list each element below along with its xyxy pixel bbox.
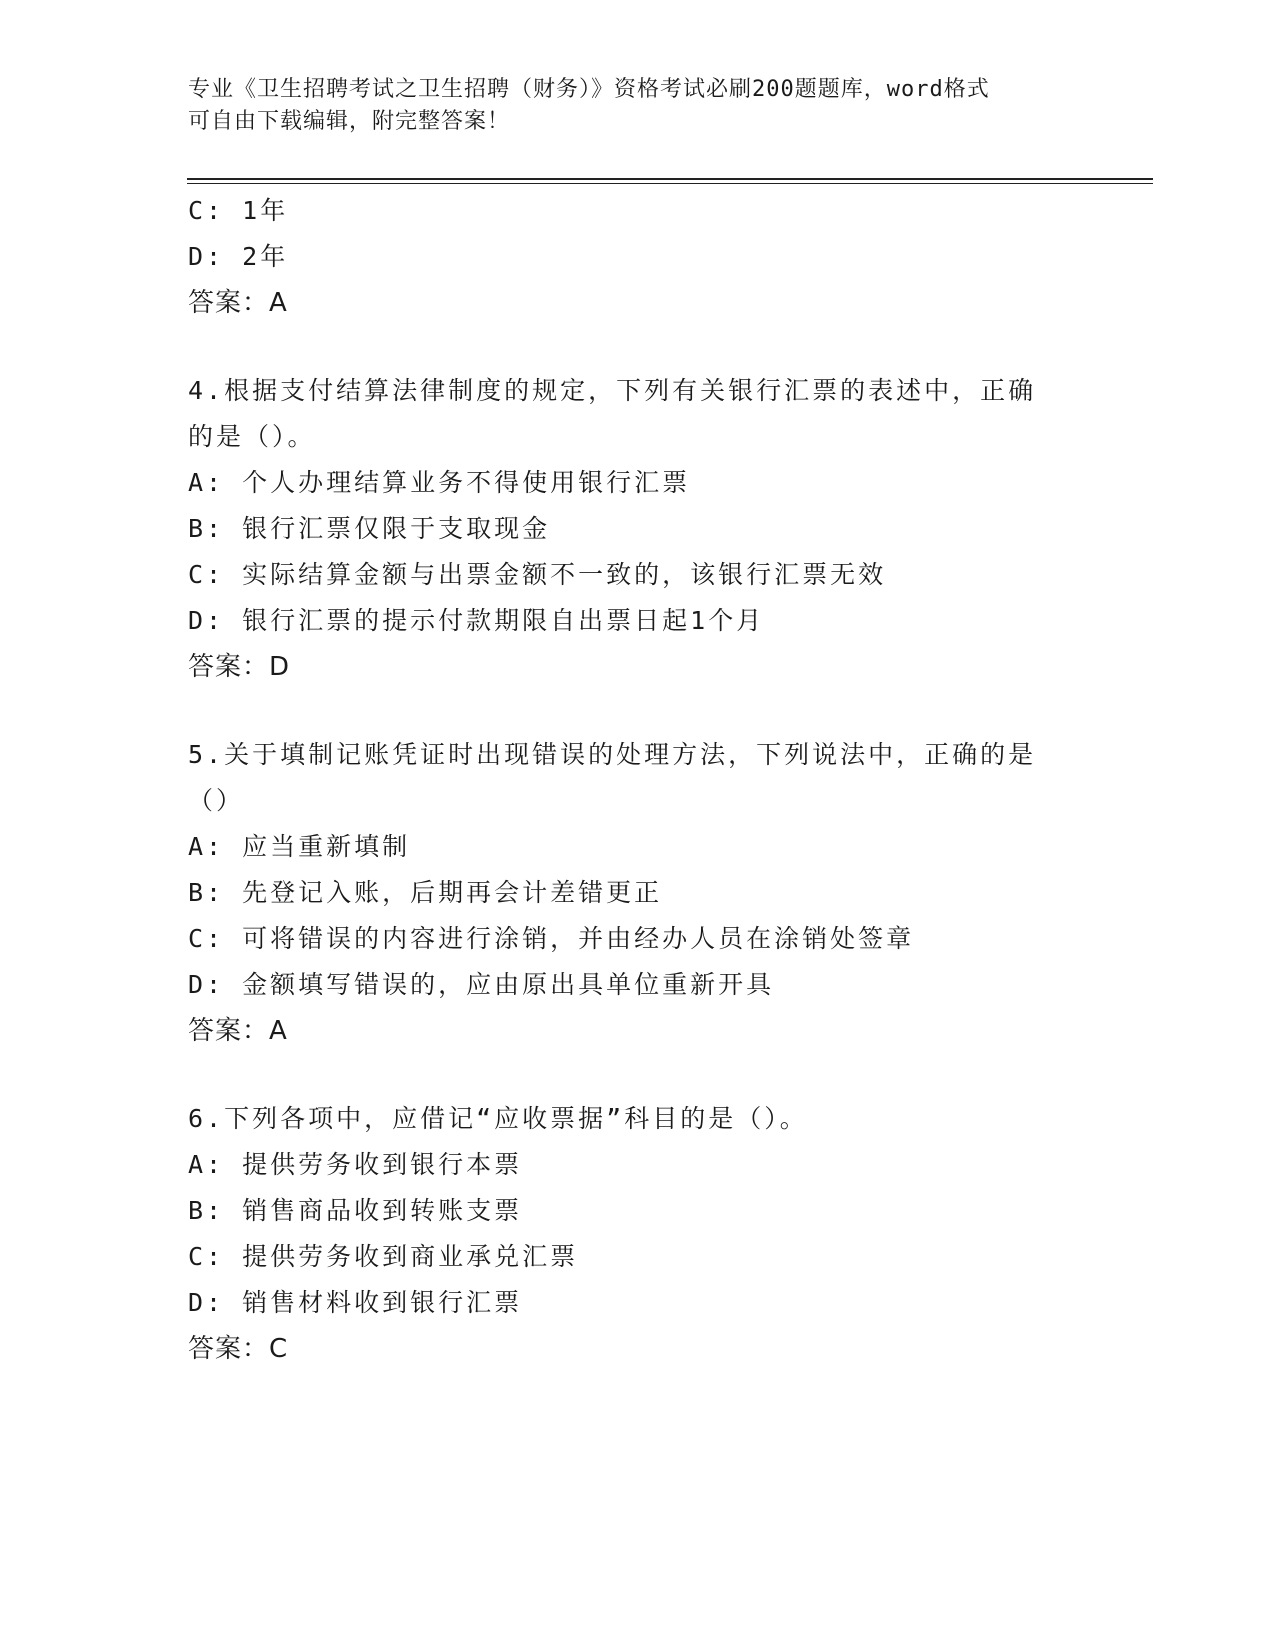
question-list — [188, 188, 1088, 1372]
question-6 — [188, 1096, 1088, 1372]
question-stem-line-2: 的是（）。 — [188, 422, 316, 451]
option-c: C: 1年 — [188, 196, 289, 225]
option-d: D: 银行汇票的提示付款期限自出票日起1个月 — [188, 606, 765, 635]
question-3-continued — [188, 188, 1088, 326]
header-title-line-2: 可自由下载编辑，附完整答案！ — [188, 109, 511, 134]
option-d: D: 金额填写错误的，应由原出具单位重新开具 — [188, 970, 775, 999]
header-divider-thick — [187, 178, 1153, 180]
option-b: B: 银行汇票仅限于支取现金 — [188, 514, 551, 543]
question-stem-line-1: 5.关于填制记账凭证时出现错误的处理方法，下列说法中，正确的是 — [188, 740, 1037, 769]
answer-line: 答案：A — [188, 1016, 288, 1046]
spacer — [188, 1054, 1088, 1096]
option-c: C: 可将错误的内容进行涂销，并由经办人员在涂销处签章 — [188, 924, 915, 953]
option-c: C: 提供劳务收到商业承兑汇票 — [188, 1242, 579, 1271]
question-stem-line-1: 6.下列各项中，应借记“应收票据”科目的是（）。 — [188, 1104, 808, 1133]
option-a: A: 应当重新填制 — [188, 832, 411, 861]
question-5 — [188, 732, 1088, 1054]
option-b: B: 先登记入账，后期再会计差错更正 — [188, 878, 663, 907]
option-b: B: 销售商品收到转账支票 — [188, 1196, 523, 1225]
question-stem-line-1: 4.根据支付结算法律制度的规定，下列有关银行汇票的表述中，正确 — [188, 376, 1037, 405]
option-a: A: 提供劳务收到银行本票 — [188, 1150, 523, 1179]
answer-line: 答案：D — [188, 652, 291, 682]
answer-line: 答案：A — [188, 288, 288, 318]
option-d: D: 销售材料收到银行汇票 — [188, 1288, 523, 1317]
header-divider-thin — [187, 183, 1153, 184]
spacer — [188, 690, 1088, 732]
option-c: C: 实际结算金额与出票金额不一致的，该银行汇票无效 — [188, 560, 887, 589]
option-d: D: 2年 — [188, 242, 289, 271]
answer-line: 答案：C — [188, 1334, 289, 1364]
document-header — [188, 74, 1088, 138]
header-title-line-1: 专业《卫生招聘考试之卫生招聘（财务）》资格考试必刷200题题库，word格式 — [188, 77, 990, 102]
question-stem-line-2: （） — [188, 786, 245, 815]
option-a: A: 个人办理结算业务不得使用银行汇票 — [188, 468, 691, 497]
question-4 — [188, 368, 1088, 690]
spacer — [188, 326, 1088, 368]
